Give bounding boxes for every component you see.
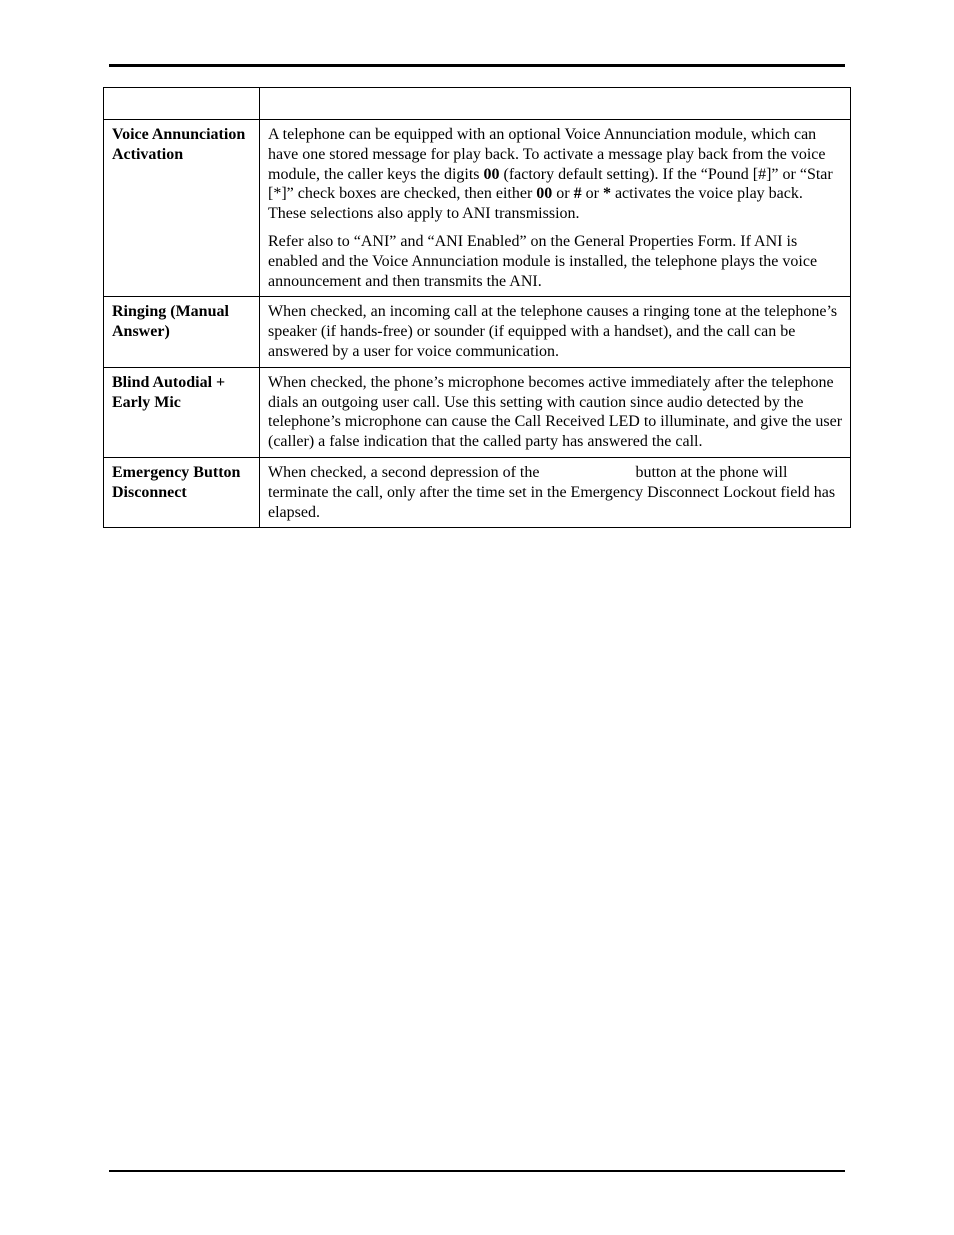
footer-rule	[109, 1170, 845, 1172]
table-row-blind-autodial	[104, 367, 851, 457]
text-run: A telephone can be equipped with an optional Voice Annunciation module, which can have one stored message for play back. To activate a message play back from the voice module, the caller keys the digits	[268, 126, 826, 183]
text-run: When checked, a second depression of the	[268, 463, 540, 481]
description-paragraph: Refer also to “ANI” and “ANI Enabled” on the General Properties Form. If ANI is enabled and the Voice Annunciation module is installed, the telephone plays the voice announcement and then transmits the ANI.	[268, 232, 818, 290]
header-cell-description	[260, 88, 851, 120]
text-run: activates the voice play back. These selections also apply to ANI transmission.	[268, 185, 803, 223]
bold-run: #	[573, 185, 582, 203]
term-cell: Voice Annunciation Activation	[104, 120, 260, 297]
term-cell: Ringing (Manual Answer)	[104, 297, 260, 367]
table-row-voice-annunciation	[104, 120, 851, 297]
table-row-ringing	[104, 297, 851, 367]
description-paragraph	[268, 125, 844, 224]
text-run: button at the phone will terminate the call, only after the time set in the Emergency Disconnect Lockout field has elapsed.	[268, 463, 836, 521]
text-run: or	[581, 185, 603, 203]
bold-run: *	[602, 185, 611, 203]
header-cell-field	[104, 88, 260, 120]
description-cell: When checked, an incoming call at the telephone causes a ringing tone at the telephone’s speaker (if hands-free) or sounder (if equipped with a handset), and the call can be answered by a user for voice communication.	[260, 297, 851, 367]
properties-table	[103, 87, 851, 528]
description-cell	[260, 120, 851, 297]
description-cell: When checked, the phone’s microphone becomes active immediately after the telephone dials an outgoing user call. Use this setting with caution since audio detected by the telephone’s microphone can cause the Call Received LED to illuminate, and give the user (caller) a false indication that the called party has answered the call.	[260, 367, 851, 457]
text-run: or	[552, 185, 574, 203]
table-header-row	[104, 88, 851, 120]
table-row-emergency-disconnect	[104, 457, 851, 527]
description-cell	[260, 457, 851, 527]
header-rule	[109, 64, 845, 67]
term-cell: Blind Autodial + Early Mic	[104, 367, 260, 457]
term-cell: Emergency Button Disconnect	[104, 457, 260, 527]
bold-run: 00	[483, 165, 500, 183]
text-run: (factory default setting). If the “Pound [#]” or “Star [*]” check boxes are checked, then either	[268, 165, 833, 203]
bold-run: 00	[536, 185, 553, 203]
